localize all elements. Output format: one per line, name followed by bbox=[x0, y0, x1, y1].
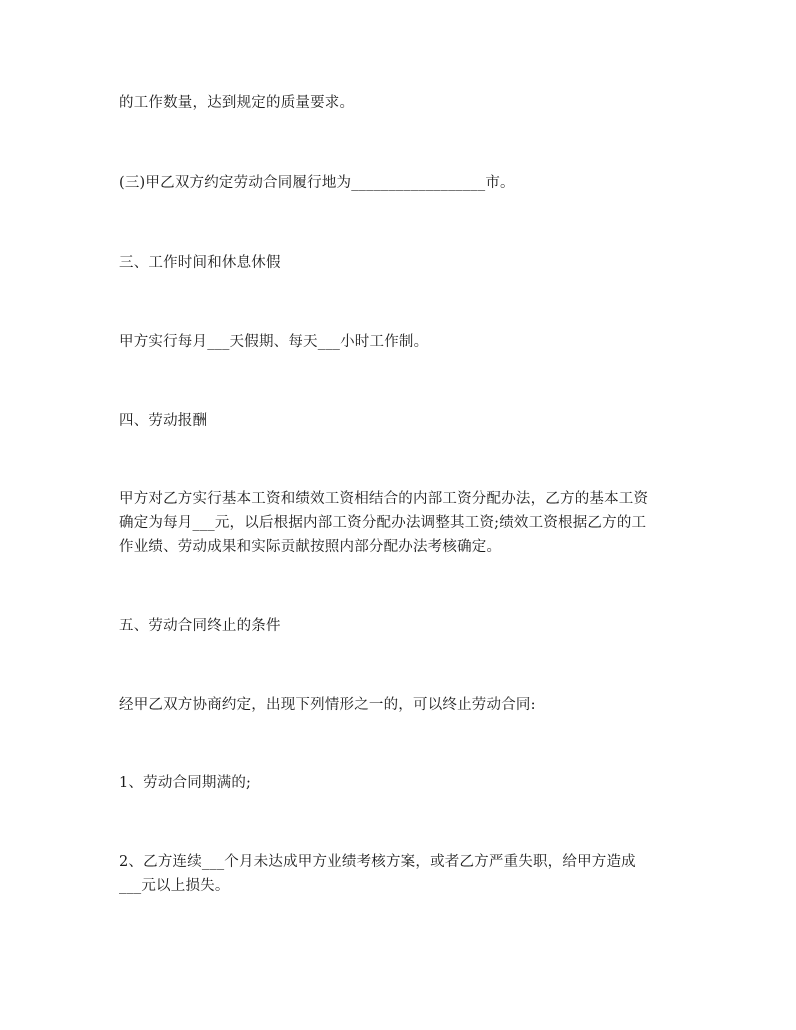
paragraph-work-location: (三)甲乙双方约定劳动合同履行地为__________________市。 bbox=[119, 175, 515, 191]
list-item-2-line-1: 2、乙方连续___个月未达成甲方业绩考核方案，或者乙方严重失职，给甲方造成 bbox=[119, 854, 636, 870]
paragraph-termination-intro: 经甲乙双方协商约定，出现下列情形之一的，可以终止劳动合同: bbox=[119, 697, 536, 713]
paragraph-remuneration-line-1: 甲方对乙方实行基本工资和绩效工资相结合的内部工资分配办法，乙方的基本工资 bbox=[119, 491, 649, 507]
paragraph-working-hours: 甲方实行每月___天假期、每天___小时工作制。 bbox=[119, 334, 429, 350]
list-item-1: 1、劳动合同期满的; bbox=[119, 775, 252, 791]
section-heading-remuneration: 四、劳动报酬 bbox=[119, 413, 208, 429]
paragraph-quality-requirement: 的工作数量，达到规定的质量要求。 bbox=[119, 95, 355, 111]
list-item-2-line-2: ___元以上损失。 bbox=[119, 878, 230, 894]
section-heading-working-hours: 三、工作时间和休息休假 bbox=[119, 255, 281, 271]
section-heading-termination: 五、劳动合同终止的条件 bbox=[119, 618, 281, 634]
paragraph-remuneration-line-3: 作业绩、劳动成果和实际贡献按照内部分配办法考核确定。 bbox=[119, 539, 502, 555]
paragraph-remuneration-line-2: 确定为每月___元，以后根据内部工资分配办法调整其工资;绩效工资根据乙方的工 bbox=[119, 515, 647, 531]
